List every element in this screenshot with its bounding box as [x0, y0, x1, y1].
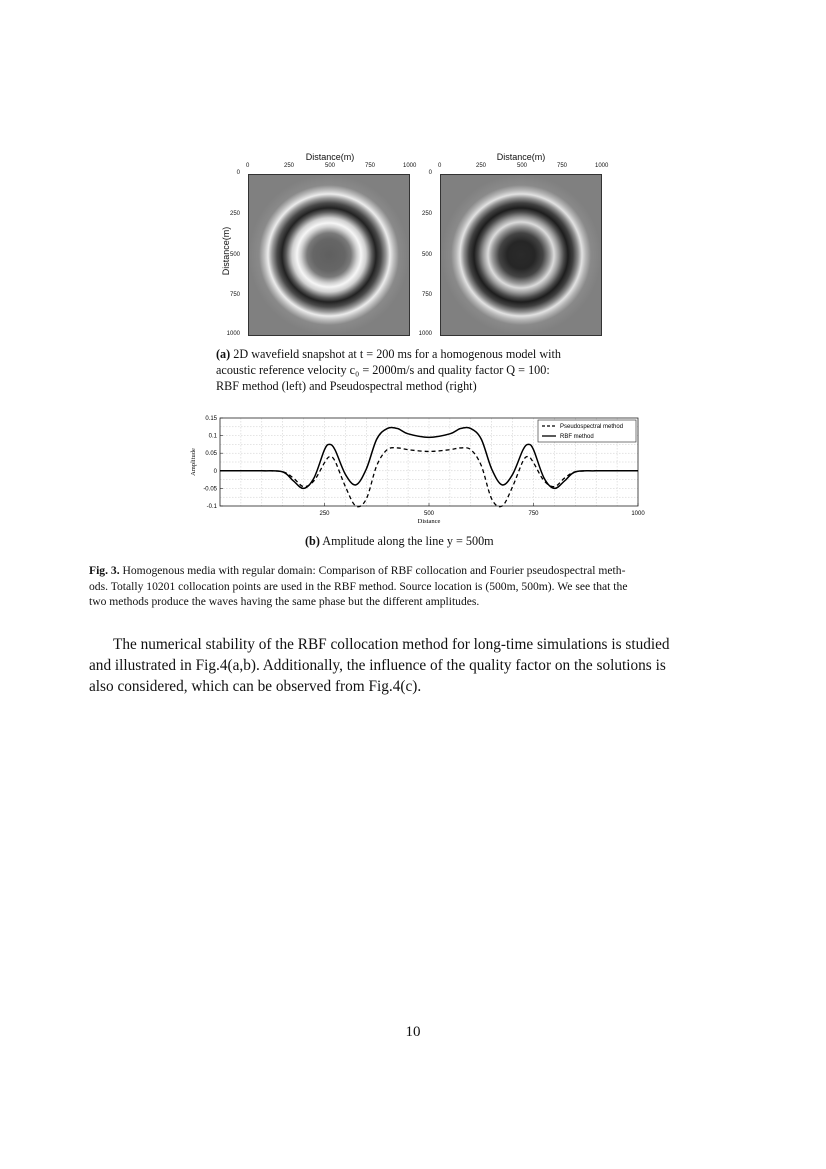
x-tick-label: 750 — [528, 511, 539, 517]
right-panel-y-ticks — [414, 170, 438, 340]
caption-label: (a) — [216, 347, 231, 361]
tick-label: 500 — [325, 163, 336, 169]
tick-label: 500 — [421, 252, 432, 258]
left-panel-top-title: Distance(m) — [305, 152, 355, 162]
tick-label: 0 — [428, 170, 432, 176]
caption-text: Amplitude along the line y = 500m — [322, 534, 494, 548]
caption-line: 2D wavefield snapshot at t = 200 ms for a homogenous model with — [233, 347, 562, 361]
caption-line: acoustic reference velocity c₀ = 2000m/s and quality factor Q = 100: — [216, 363, 550, 377]
tick-label: 250 — [229, 211, 240, 217]
tick-label: 1000 — [595, 163, 609, 169]
tick-label: 500 — [517, 163, 528, 169]
rbf-wavefield-image — [248, 174, 410, 336]
y-tick-label: 0 — [213, 468, 217, 475]
paragraph-line: and illustrated in Fig.4(a,b). Additionally, the influence of the quality factor on the solutions is — [89, 657, 666, 674]
tick-label: 750 — [557, 163, 568, 169]
caption-line: two methods produce the waves having the same phase but the different amplitudes. — [89, 595, 480, 608]
x-axis-title: Distance — [417, 518, 441, 525]
left-panel-x-ticks — [244, 163, 416, 173]
page-number: 10 — [405, 1024, 421, 1040]
pseudospectral-series-line — [220, 448, 638, 507]
tick-label: 0 — [438, 163, 442, 169]
figure-3-caption — [89, 563, 739, 610]
tick-label: 0 — [236, 170, 240, 176]
body-paragraph — [89, 634, 739, 697]
caption-label: (b) — [305, 534, 320, 548]
tick-label: 0 — [246, 163, 250, 169]
y-tick-label: -0.1 — [206, 504, 217, 510]
x-tick-label: 250 — [319, 511, 330, 517]
tick-label: 750 — [421, 292, 432, 298]
legend-label: RBF method — [560, 434, 594, 440]
tick-label: 1000 — [226, 331, 240, 337]
tick-label: 750 — [365, 163, 376, 169]
x-tick-label: 500 — [423, 511, 435, 517]
figure-b-caption — [305, 533, 565, 549]
paragraph-line: also considered, which can be observed from Fig.4(c). — [89, 678, 422, 695]
legend-label: Pseudospectral method — [560, 424, 624, 430]
paragraph-line: The numerical stability of the RBF collocation method for long-time simulations is studied — [113, 636, 670, 653]
tick-label: 250 — [476, 163, 487, 169]
y-tick-label: 0.05 — [205, 451, 217, 458]
right-panel-x-ticks — [436, 163, 608, 173]
caption-line: ods. Totally 10201 collocation points are used in the RBF method. Source location is (500m, 500m). We see that the — [89, 579, 628, 593]
figure-a-caption — [216, 346, 616, 394]
figure-a — [0, 0, 826, 400]
y-tick-label: -0.05 — [203, 486, 217, 493]
caption-line: RBF method (left) and Pseudospectral method (right) — [216, 379, 477, 393]
tick-label: 1000 — [403, 163, 417, 169]
left-panel-y-title: Distance(m) — [221, 226, 231, 276]
tick-label: 1000 — [418, 331, 432, 337]
right-panel-top-title: Distance(m) — [496, 152, 546, 162]
tick-label: 500 — [229, 252, 240, 258]
x-tick-label: 1000 — [631, 511, 645, 517]
pseudospectral-wavefield-image — [440, 174, 602, 336]
figure-label: Fig. 3. — [89, 564, 120, 577]
caption-line: Homogenous media with regular domain: Comparison of RBF collocation and Fourier pseudospectral meth- — [122, 564, 626, 577]
tick-label: 250 — [421, 211, 432, 217]
amplitude-chart — [180, 408, 650, 532]
y-tick-label: 0.15 — [205, 416, 217, 422]
y-axis-title: Amplitude — [190, 448, 197, 476]
tick-label: 250 — [284, 163, 295, 169]
tick-label: 750 — [229, 292, 240, 298]
y-tick-label: 0.1 — [208, 433, 217, 440]
